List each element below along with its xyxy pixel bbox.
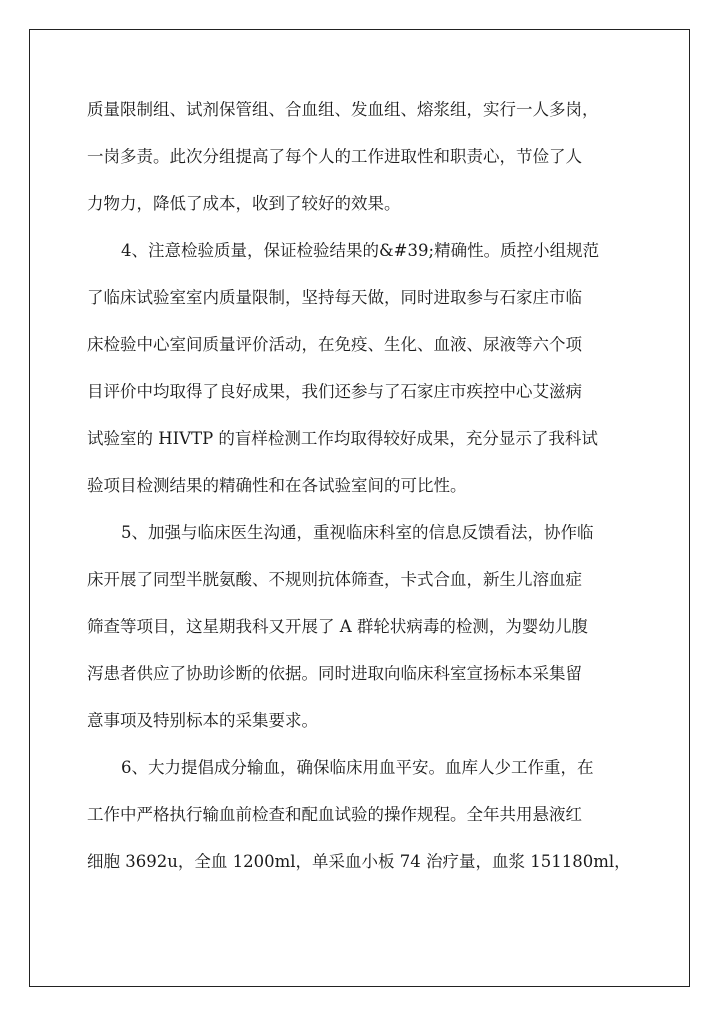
text-line: 细胞 3692u，全血 1200ml，单采血小板 74 治疗量，血浆 151180ml， (87, 852, 631, 871)
paragraph-start-line: 5、加强与临床医生沟通，重视临床科室的信息反馈看法，协作临 (121, 523, 594, 542)
page-frame (29, 29, 690, 987)
text-line: 了临床试验室室内质量限制，坚持每天做，同时进取参与石家庄市临 (87, 288, 582, 307)
text-line: 目评价中均取得了良好成果，我们还参与了石家庄市疾控中心艾滋病 (87, 382, 582, 401)
text-line: 力物力，降低了成本，收到了较好的效果。 (87, 194, 401, 213)
text-line: 试验室的 HIVTP 的盲样检测工作均取得较好成果，充分显示了我科试 (87, 429, 598, 448)
text-line: 一岗多责。此次分组提高了每个人的工作进取性和职责心，节俭了人 (87, 147, 582, 166)
text-line: 工作中严格执行输血前检查和配血试验的操作规程。全年共用悬液红 (87, 805, 582, 824)
text-line: 床开展了同型半胱氨酸、不规则抗体筛查，卡式合血，新生儿溶血症 (87, 570, 582, 589)
paragraph-start-line: 4、注意检验质量，保证检验结果的&#39;精确性。质控小组规范 (121, 241, 600, 260)
text-line: 泻患者供应了协助诊断的依据。同时进取向临床科室宣扬标本采集留 (87, 664, 582, 683)
text-line: 验项目检测结果的精确性和在各试验室间的可比性。 (87, 476, 467, 495)
text-line: 意事项及特别标本的采集要求。 (87, 711, 318, 730)
paragraph-start-line: 6、大力提倡成分输血，确保临床用血平安。血库人少工作重，在 (121, 758, 594, 777)
text-line: 质量限制组、试剂保管组、合血组、发血组、熔浆组，实行一人多岗， (87, 100, 599, 119)
text-line: 筛查等项目，这星期我科又开展了 A 群轮状病毒的检测，为婴幼儿腹 (87, 617, 588, 636)
text-line: 床检验中心室间质量评价活动，在免疫、生化、血液、尿液等六个项 (87, 335, 582, 354)
